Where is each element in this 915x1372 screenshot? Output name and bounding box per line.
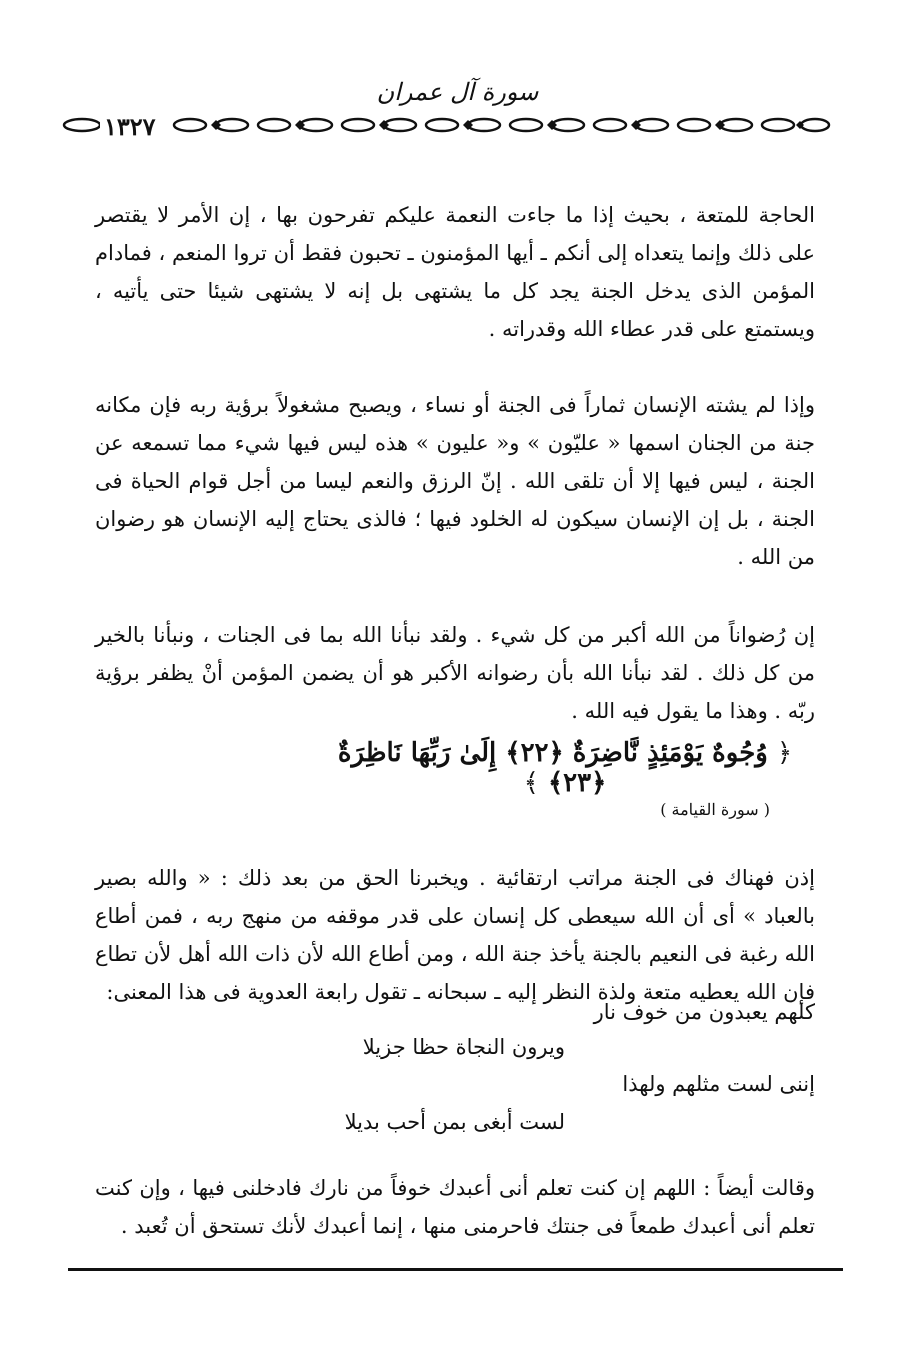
paragraph-1: الحاجة للمتعة ، بحيث إذا ما جاءت النعمة عليكم تفرحون بها ، إن الأمر لا يقتصر على ذلك وإنما يتعداه إلى أنكم ـ أيها المؤمنون ـ تحبون فقط أن تروا المنعم ، فمادام المؤمن الذى يدخل الجنة يجد كل ما يشتهى بل إنه لا يشتهى شيئا حتى يأتيه ، ويستمتع على قدر عطاء الله وقدراته .	[95, 203, 815, 341]
quran-verse	[330, 738, 800, 798]
verse-text: وُجُوهٌ يَوْمَئِذٍ نَّاضِرَةٌ ﴿٢٢﴾ إِلَىٰ رَبِّهَا نَاظِرَةٌ ﴿٢٣﴾	[337, 738, 768, 798]
poem-line-1: كلهم يعبدون من خوف نار	[593, 1000, 815, 1024]
paragraph-2: وإذا لم يشته الإنسان ثماراً فى الجنة أو نساء ، ويصبح مشغولاً برؤية ربه فإن مكانه جنة من الجنان اسمها « عليّون » و« عليون » هذه ليس فيها شيء مما تسمعه عن الجنة ، ليس فيها إلا أن تلقى الله . إنّ الرزق والنعم ليسا من أجل قوام الحياة فى الجنة ، بل إن الإنسان سيكون له الخلود فيها ؛ فالذى يحتاج إليه الإنسان هو رضوان من الله .	[95, 393, 815, 569]
paragraph-3: إن رُضواناً من الله أكبر من كل شيء . ولقد نبأنا الله بما فى الجنات ، ونبأنا بالخير من كل ذلك . لقد نبأنا الله بأن رضوانه الأكبر هو أن يضمن المؤمن أنْ يظفر برؤية ربّه . وهذا ما يقول فيه الله .	[95, 623, 815, 723]
bottom-rule	[68, 1268, 843, 1271]
poem-line-3: إننى لست مثلهم ولهذا	[622, 1072, 815, 1096]
verse-close-bracket: ﴾	[523, 768, 539, 798]
paragraph-4: إذن فهناك فى الجنة مراتب ارتقائية . ويخبرنا الحق من بعد ذلك : « والله بصير بالعباد » أى أن الله سيعطى كل إنسان على قدر موقفه من منهج ربه ، فمن أطاع الله رغبة فى النعيم بالجنة يأخذ جنة الله ، ومن أطاع الله لأن ذات الله أهل لأن تطاع فإن الله يعطيه متعة ولذة النظر إليه ـ سبحانه ـ تقول رابعة العدوية فى هذا المعنى:	[95, 866, 815, 1004]
paragraph-5: وقالت أيضاً : اللهم إن كنت تعلم أنى أعبدك خوفاً من نارك فادخلنى فيها ، وإن كنت تعلم أنى أعبدك طمعاً فى جنتك فاحرمنى منها ، إنما أعبدك لأنك تستحق أن تُعبد .	[95, 1176, 815, 1238]
page-number: ١٣٢٧	[100, 112, 160, 141]
surah-title: سورة آل عمران	[376, 78, 539, 106]
poem-line-2: ويرون النجاة حظا جزيلا	[362, 1035, 565, 1059]
poem-line-4: لست أبغى بمن أحب بديلا	[344, 1110, 565, 1134]
surah-reference: ( سورة القيامة )	[660, 800, 770, 819]
ornamental-header-rule	[60, 115, 835, 135]
verse-open-bracket: ﴿	[776, 738, 793, 768]
